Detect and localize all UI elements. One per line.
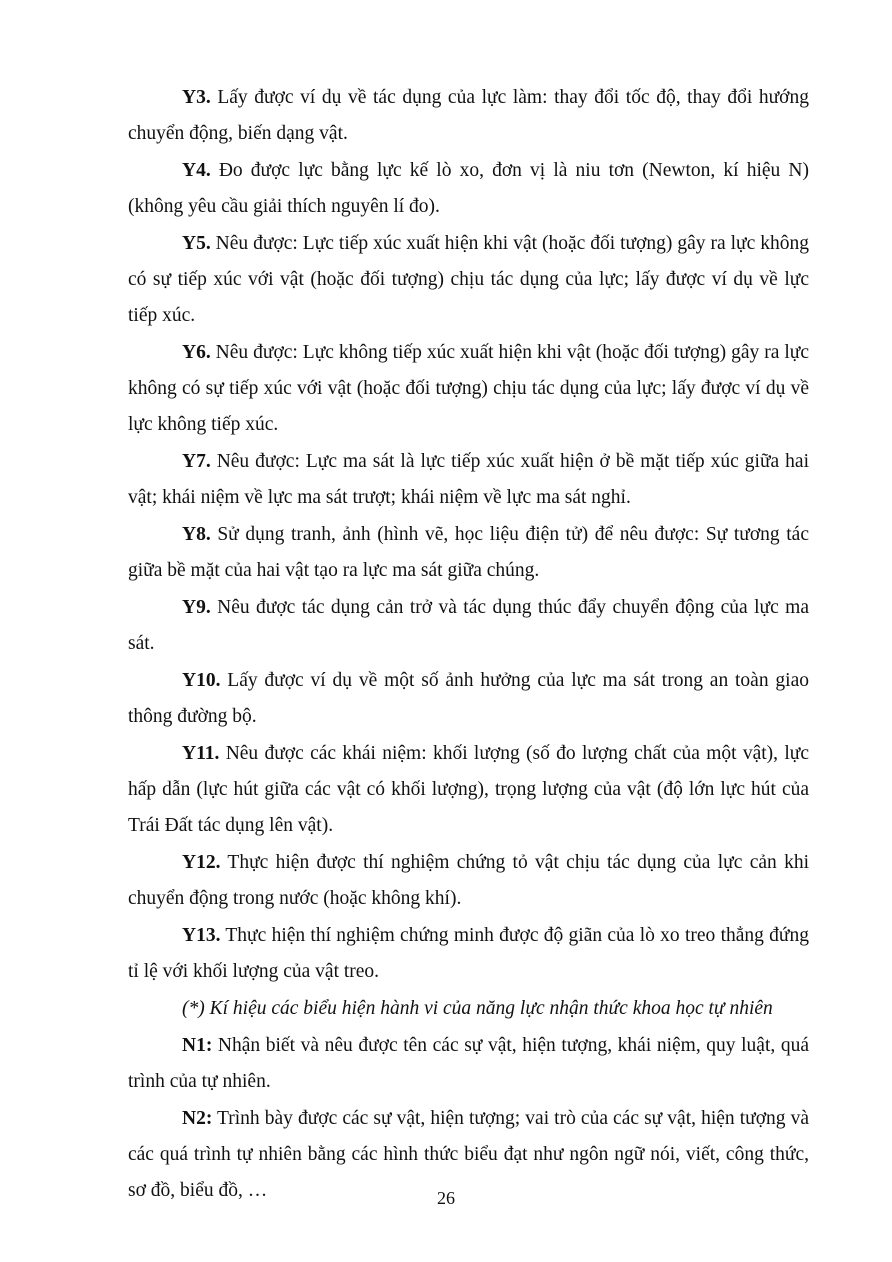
item-y10 bbox=[128, 663, 809, 735]
item-text: Sử dụng tranh, ảnh (hình vẽ, học liệu điện tử) để nêu được: Sự tương tác giữa bề mặt của hai vật tạo ra lực ma sát giữa chúng. bbox=[128, 524, 809, 581]
item-code: N2: bbox=[182, 1108, 213, 1129]
item-n1 bbox=[128, 1028, 809, 1100]
item-y7 bbox=[128, 444, 809, 516]
item-y12 bbox=[128, 845, 809, 917]
symbol-note: (*) Kí hiệu các biểu hiện hành vi của năng lực nhận thức khoa học tự nhiên bbox=[182, 998, 773, 1019]
item-text: Nêu được: Lực tiếp xúc xuất hiện khi vật (hoặc đối tượng) gây ra lực không có sự tiếp xúc với vật (hoặc đối tượng) chịu tác dụng của lực; lấy được ví dụ về lực tiếp xúc. bbox=[128, 233, 809, 326]
item-code: Y4. bbox=[182, 160, 211, 181]
item-text: Lấy được ví dụ về một số ảnh hưởng của lực ma sát trong an toàn giao thông đường bộ. bbox=[128, 670, 809, 727]
item-text: Lấy được ví dụ về tác dụng của lực làm: thay đổi tốc độ, thay đổi hướng chuyển động, biến dạng vật. bbox=[128, 87, 809, 144]
item-text: Nêu được tác dụng cản trở và tác dụng thúc đẩy chuyển động của lực ma sát. bbox=[128, 597, 809, 654]
item-code: Y9. bbox=[182, 597, 211, 618]
item-text: Thực hiện được thí nghiệm chứng tỏ vật chịu tác dụng của lực cản khi chuyển động trong nước (hoặc không khí). bbox=[128, 852, 809, 909]
page-number: 26 bbox=[437, 1188, 455, 1208]
item-text: Nhận biết và nêu được tên các sự vật, hiện tượng, khái niệm, quy luật, quá trình của tự nhiên. bbox=[128, 1035, 809, 1092]
item-code: N1: bbox=[182, 1035, 213, 1056]
item-code: Y13. bbox=[182, 925, 221, 946]
item-code: Y11. bbox=[182, 743, 220, 764]
item-y9 bbox=[128, 590, 809, 662]
item-code: Y10. bbox=[182, 670, 221, 691]
item-y13 bbox=[128, 918, 809, 990]
item-text: Trình bày được các sự vật, hiện tượng; vai trò của các sự vật, hiện tượng và các quá trình tự nhiên bằng các hình thức biểu đạt như ngôn ngữ nói, viết, công thức, sơ đồ, biểu đồ, … bbox=[128, 1108, 809, 1201]
item-code: Y12. bbox=[182, 852, 221, 873]
page-content bbox=[128, 80, 809, 1210]
item-y3 bbox=[128, 80, 809, 152]
item-code: Y7. bbox=[182, 451, 211, 472]
item-text: Nêu được: Lực ma sát là lực tiếp xúc xuất hiện ở bề mặt tiếp xúc giữa hai vật; khái niệm về lực ma sát trượt; khái niệm về lực ma sát nghỉ. bbox=[128, 451, 809, 508]
item-y5 bbox=[128, 226, 809, 334]
item-text: Đo được lực bằng lực kế lò xo, đơn vị là niu tơn (Newton, kí hiệu N) (không yêu cầu giải thích nguyên lí đo). bbox=[128, 160, 809, 217]
item-code: Y6. bbox=[182, 342, 211, 363]
item-code: Y3. bbox=[182, 87, 211, 108]
item-text: Nêu được: Lực không tiếp xúc xuất hiện khi vật (hoặc đối tượng) gây ra lực không có sự tiếp xúc với vật (hoặc đối tượng) chịu tác dụng của lực; lấy được ví dụ về lực không tiếp xúc. bbox=[128, 342, 809, 435]
item-code: Y5. bbox=[182, 233, 211, 254]
item-text: Nêu được các khái niệm: khối lượng (số đo lượng chất của một vật), lực hấp dẫn (lực hút giữa các vật có khối lượng), trọng lượng của vật (độ lớn lực hút của Trái Đất tác dụng lên vật). bbox=[128, 743, 809, 836]
item-y11 bbox=[128, 736, 809, 844]
item-y8 bbox=[128, 517, 809, 589]
item-y6 bbox=[128, 335, 809, 443]
item-code: Y8. bbox=[182, 524, 211, 545]
item-text: Thực hiện thí nghiệm chứng minh được độ giãn của lò xo treo thẳng đứng tỉ lệ với khối lượng của vật treo. bbox=[128, 925, 809, 982]
item-y4 bbox=[128, 153, 809, 225]
